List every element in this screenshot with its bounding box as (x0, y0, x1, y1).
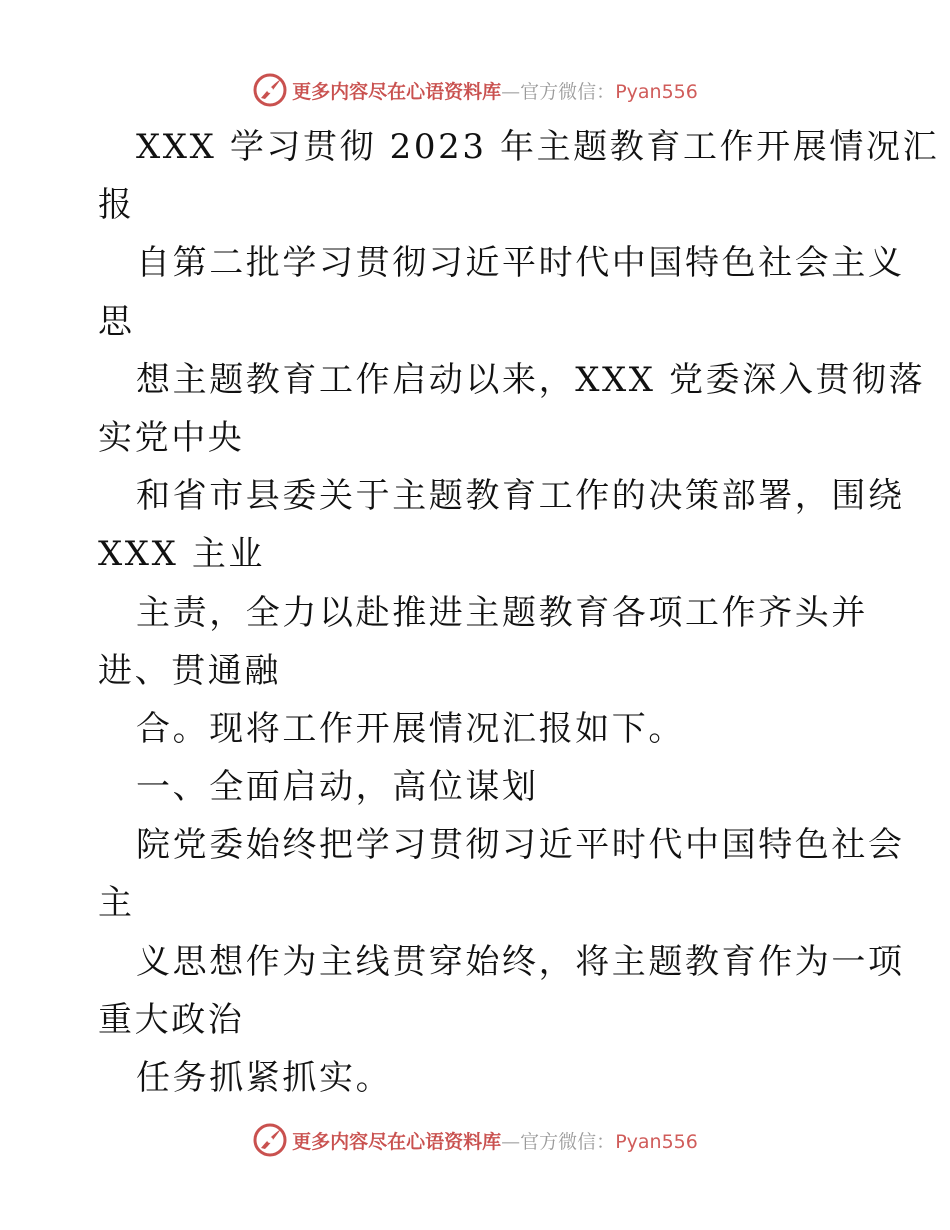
text-line: 任务抓紧抓实。 (136, 1058, 393, 1098)
watermark-code: Pyan556 (615, 1130, 698, 1153)
footer-watermark (0, 1120, 950, 1160)
text-line: 重大政治 (98, 999, 245, 1040)
text-line: 主 (98, 883, 135, 924)
watermark-separator: — (501, 80, 521, 103)
watermark-label: 官方微信： (520, 1130, 616, 1153)
text-line: 义思想作为主线贯穿始终，将主题教育作为一项 (136, 941, 905, 982)
text-line: 自第二批学习贯彻习近平时代中国特色社会主义 (136, 243, 905, 284)
text-line: 主责，全力以赴推进主题教育各项工作齐头并 (136, 592, 868, 633)
text-line: 和省市县委关于主题教育工作的决策部署，围绕 (136, 476, 905, 517)
watermark-separator: — (501, 1130, 521, 1153)
document-body (98, 118, 940, 1107)
watermark-code: Pyan556 (615, 80, 698, 103)
text-line: 报 (98, 185, 135, 226)
text-line: 院党委始终把学习贯彻习近平时代中国特色社会 (136, 825, 905, 866)
watermark-label: 官方微信： (520, 80, 616, 103)
quill-logo-icon (252, 1122, 288, 1158)
text-line: 想主题教育工作启动以来，XXX 党委深入贯彻落 (136, 359, 926, 400)
watermark-text (292, 1127, 698, 1154)
text-line: XXX 主业 (98, 534, 266, 575)
watermark-main: 更多内容尽在心语资料库 (292, 80, 502, 103)
text-line: 合。现将工作开展情况汇报如下。 (136, 708, 685, 749)
text-line: 进、贯通融 (98, 650, 281, 691)
section-heading: 一、全面启动，高位谋划 (136, 767, 539, 808)
text-line: XXX 学习贯彻 2023 年主题教育工作开展情况汇 (136, 127, 940, 167)
quill-logo-icon (252, 72, 288, 108)
header-watermark (0, 70, 950, 110)
watermark-main: 更多内容尽在心语资料库 (292, 1130, 502, 1153)
text-line: 实党中央 (98, 417, 245, 458)
text-line: 思 (98, 301, 135, 342)
watermark-text (292, 77, 698, 104)
